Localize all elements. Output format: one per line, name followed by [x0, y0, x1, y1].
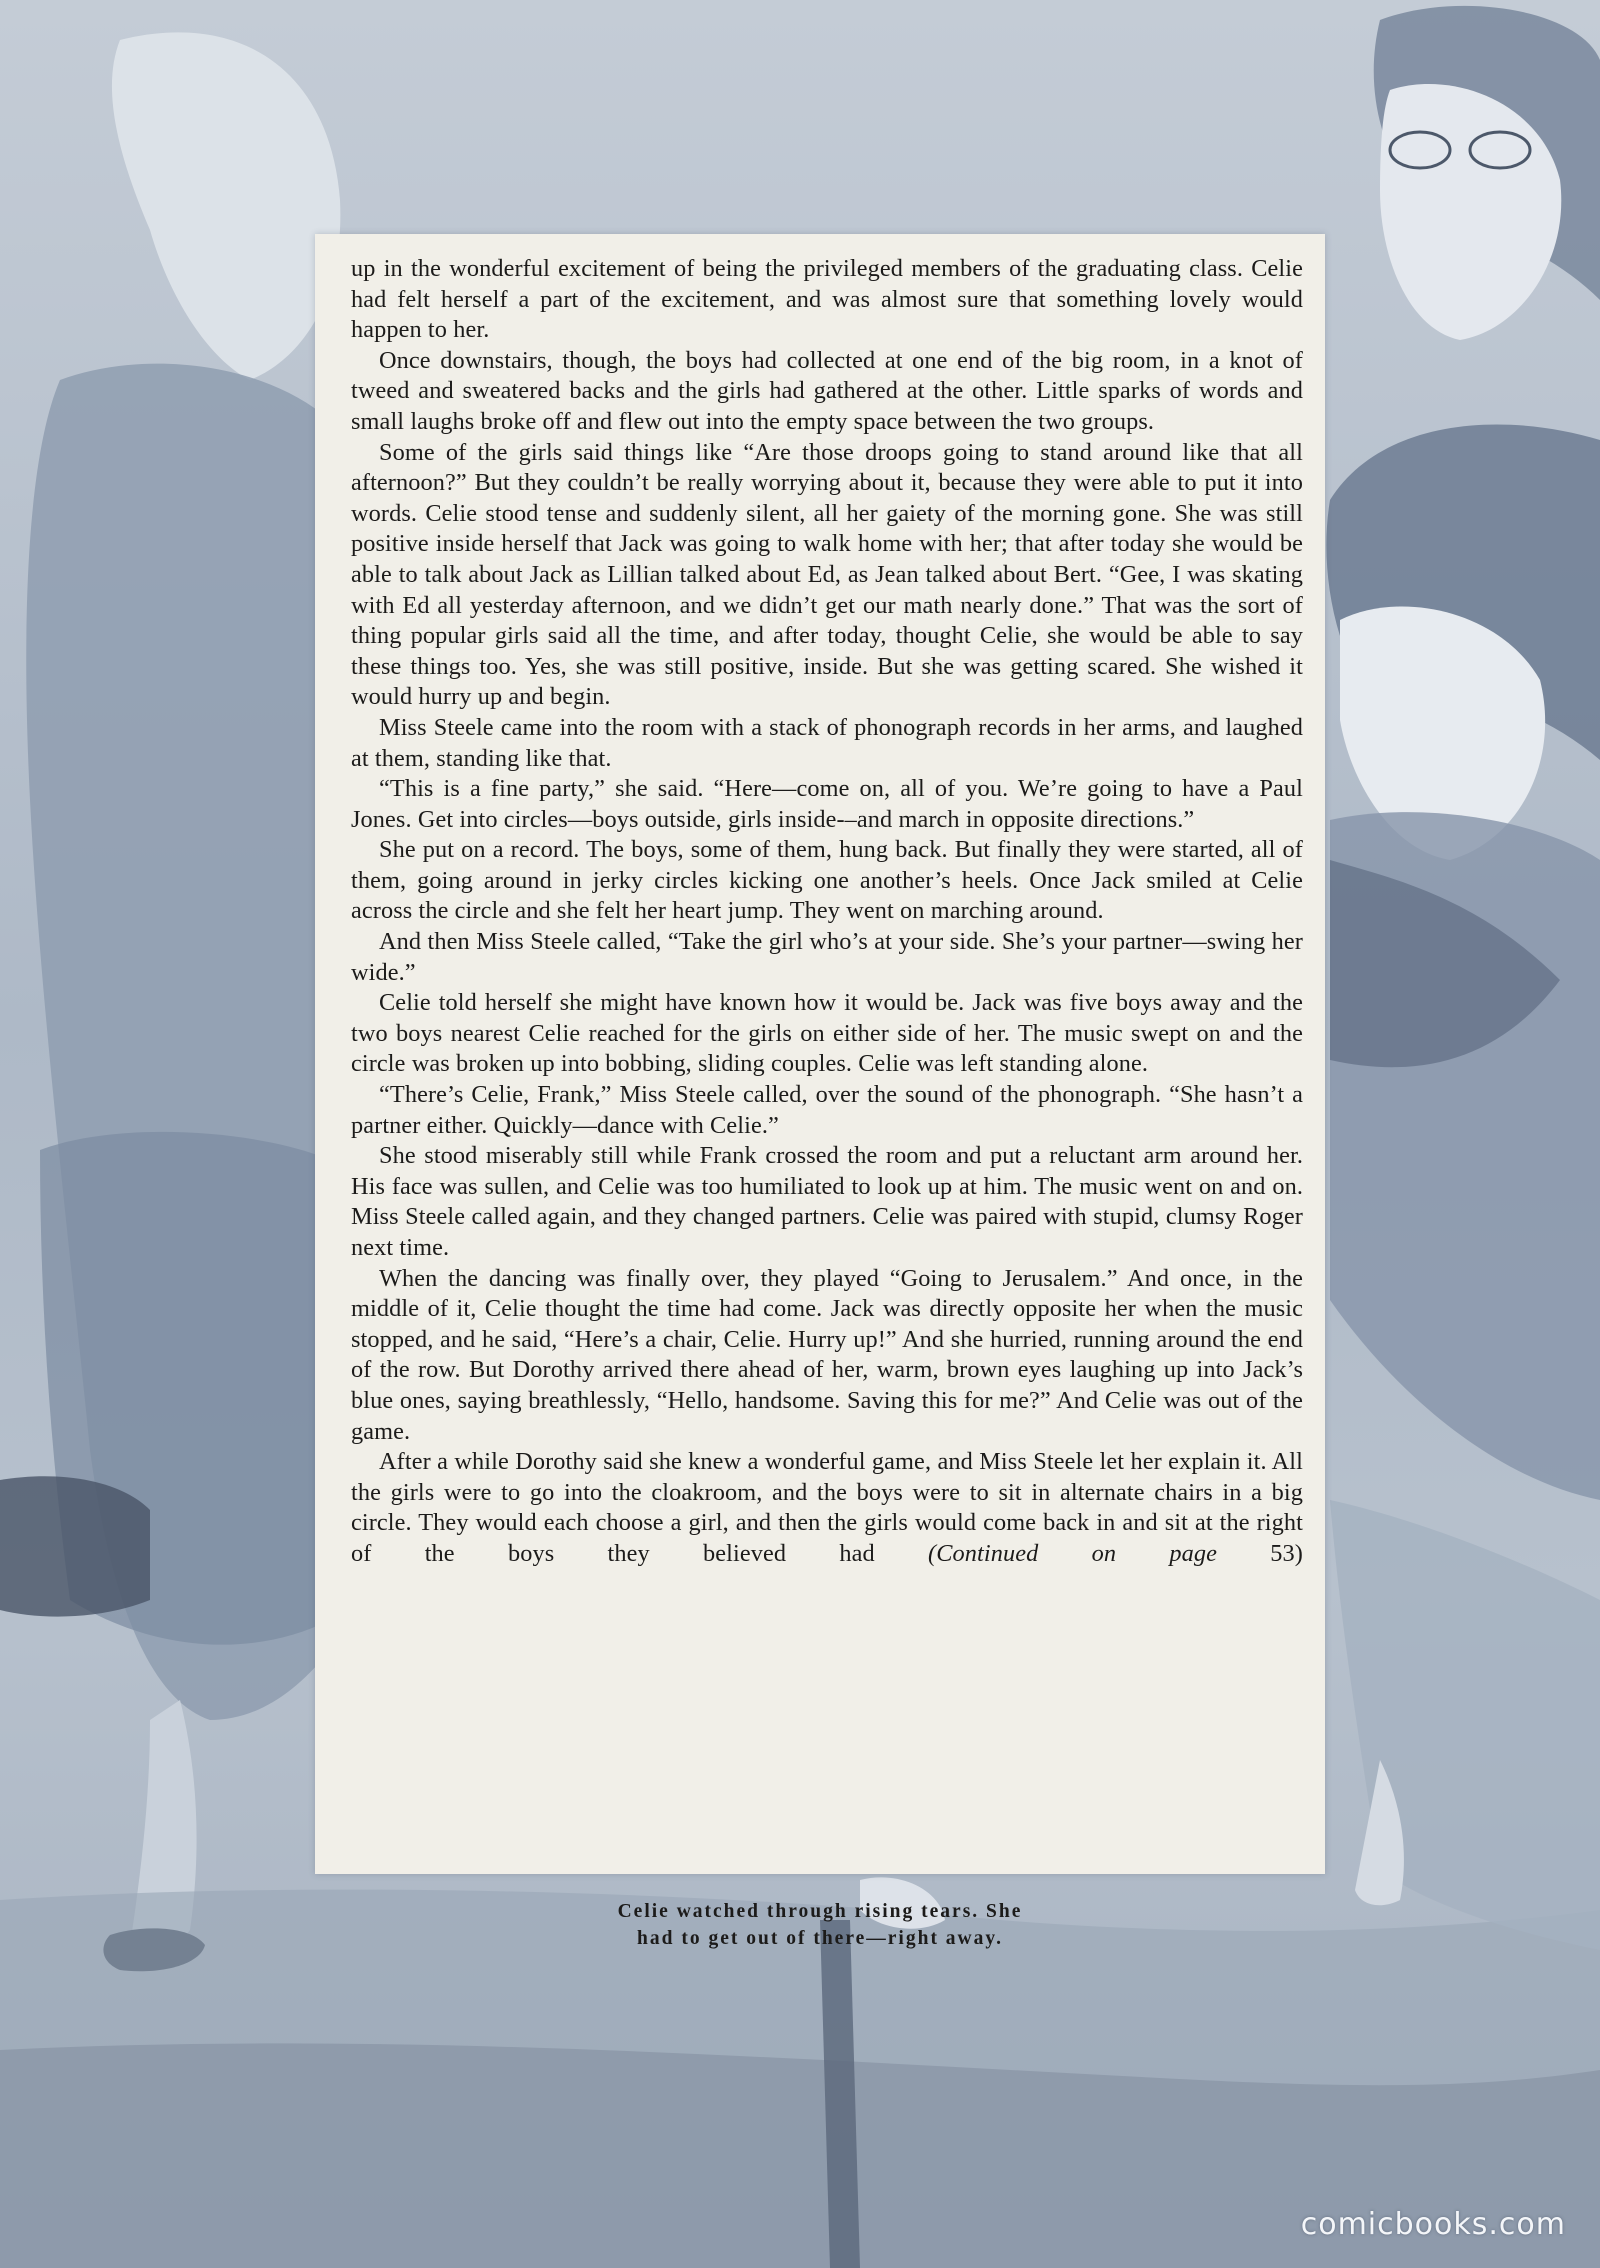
story-text-panel [315, 234, 1325, 1949]
story-paragraph: Celie told herself she might have known how it would be. Jack was five boys away and the two boys nearest Celie reached for the girls on either side of her. The music swept on and the circle was broken up into bobbing, sliding couples. Celie was left standing alone. [351, 989, 1303, 1078]
story-paragraph: Miss Steele came into the room with a stack of phonograph records in her arms, and laughed at them, standing like that. [351, 713, 1303, 772]
caption-line-1: Celie watched through rising tears. She [617, 1901, 1023, 1922]
story-paragraph: She put on a record. The boys, some of them, hung back. But finally they were started, all of them, going around in jerky circles kicking one another’s heels. Once Jack smiled at Celie across the circle and she felt her heart jump. They went on marching around. [351, 836, 1303, 925]
story-final-paragraph [351, 1447, 1303, 1569]
watermark: comicbooks.com [1300, 2207, 1566, 2242]
illustration-caption [315, 1898, 1325, 1952]
illustration-bag [0, 1476, 150, 1616]
story-paragraph: When the dancing was finally over, they played “Going to Jerusalem.” And once, in the middle of it, Celie thought the time had come. Jack was directly opposite her when the music stopped, and he said, “Here’s a chair, Celie. Hurry up!” And she hurried, running around the end of the row. But Dorothy arrived there ahead of her, warm, brown eyes laughing up into Jack’s blue ones, saying breathlessly, “Hello, handsome. Saving this for me?” And Celie was out of the game. [351, 1264, 1303, 1445]
story-paragraph: “This is a fine party,” she said. “Here—come on, all of you. We’re going to have a Paul Jones. Get into circles—boys outside, girls inside-–and march in opposite directions.” [351, 775, 1303, 833]
caption-line-2: had to get out of there—right away. [637, 1928, 1003, 1949]
story-final-text: After a while Dorothy said she knew a wonderful game, and Miss Steele let her explain it. All the girls were to go into the cloakroom, and the boys were to sit in alternate chairs in a big circle. They would each choose a girl, and then the girls would come back in and sit at the right of the boys they believed had [351, 1448, 1303, 1567]
story-paragraph: Some of the girls said things like “Are those droops going to stand around like that all afternoon?” But they couldn’t be really worrying about it, because they were able to put it into words. Celie stood tense and suddenly silent, all her gaiety of the morning gone. She was still positive inside herself that Jack was going to walk home with her; that after today she would be able to talk about Jack as Lillian talked about Ed, as Jean talked about Bert. “Gee, I was skating with Ed all yesterday afternoon, and we didn’t get our math nearly done.” That was the sort of thing popular girls said all the time, and after today, thought Celie, she would be able to say these things too. Yes, she was still positive, inside. But she was getting scared. She wished it would hurry up and begin. [351, 438, 1303, 711]
story-paragraph: Once downstairs, though, the boys had collected at one end of the big room, in a knot of tweed and sweatered backs and the girls had gathered at the other. Little sparks of words and small laughs broke off and flew out into the empty space between the two groups. [351, 346, 1303, 435]
story-paragraph: She stood miserably still while Frank crossed the room and put a reluctant arm around her. His face was sullen, and Celie was too humiliated to look up at him. The music went on and on. Miss Steele called again, and they changed partners. Celie was paired with stupid, clumsy Roger next time. [351, 1142, 1303, 1261]
illustration-figure-left-head [112, 32, 340, 380]
story-paragraph: “There’s Celie, Frank,” Miss Steele called, over the sound of the phonograph. “She hasn’t a partner either. Quickly—dance with Celie.” [351, 1081, 1303, 1139]
story-paragraph: up in the wonderful excitement of being the privileged members of the graduating class. Celie had felt herself a part of the excitement, and was almost sure that something lovely would happen to her. [351, 255, 1303, 344]
story-paragraph: And then Miss Steele called, “Take the girl who’s at your side. She’s your partner—swing her wide.” [351, 928, 1303, 986]
continuation-note: (Continued on page [928, 1539, 1217, 1567]
continuation-page: 53) [1270, 1539, 1303, 1567]
story-text [351, 254, 1303, 1570]
